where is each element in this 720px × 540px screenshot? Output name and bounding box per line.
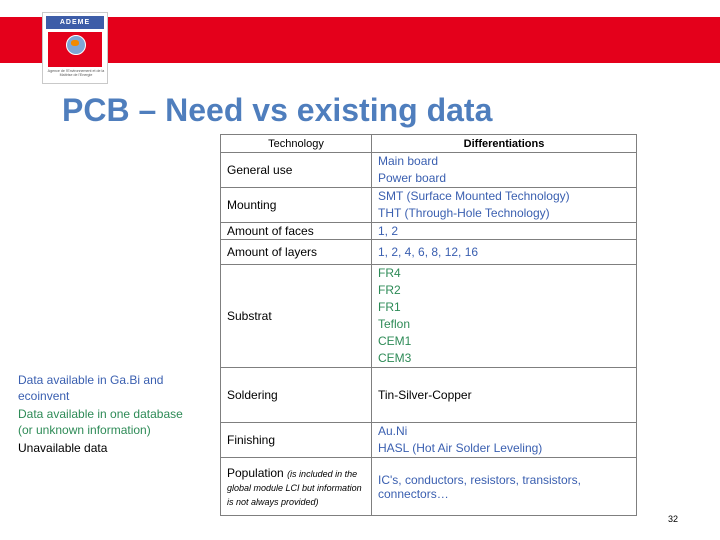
ademe-logo: [42, 12, 108, 84]
value-line: Main board: [378, 154, 439, 168]
row-value: 1, 2, 4, 6, 8, 12, 16: [372, 240, 637, 265]
population-label: Population: [227, 465, 284, 480]
table-row: [221, 368, 637, 423]
table-row: [221, 153, 637, 188]
row-values: [372, 265, 637, 368]
value-line: Au.Ni: [378, 424, 408, 438]
row-label: Substrat: [221, 265, 372, 368]
legend-available-gabi: Data available in Ga.Bi and ecoinvent: [18, 373, 164, 403]
value-line: Teflon: [378, 317, 411, 331]
value-line: CEM1: [378, 334, 412, 348]
row-label: Amount of layers: [221, 240, 372, 265]
slide-title: PCB – Need vs existing data: [62, 92, 493, 128]
table-row: [221, 188, 637, 223]
row-label: Amount of faces: [221, 223, 372, 240]
row-label: [221, 458, 372, 516]
value-line: CEM3: [378, 351, 412, 365]
legend-available-one: Data available in one database (or unknown information): [18, 407, 183, 437]
logo-wordmark: ADEME: [46, 16, 104, 29]
value-line: FR1: [378, 300, 401, 314]
row-values: [372, 188, 637, 223]
row-value: 1, 2: [372, 223, 637, 240]
header-differentiations: Differentiations: [372, 135, 637, 153]
value-line: Power board: [378, 171, 447, 185]
pcb-data-table: [220, 134, 637, 516]
row-label: Finishing: [221, 423, 372, 458]
legend-unavailable: Unavailable data: [18, 441, 108, 455]
top-red-bar: [0, 17, 720, 63]
value-line: SMT (Surface Mounted Technology): [378, 189, 570, 203]
table-row: [221, 458, 637, 516]
logo-red-square: [48, 32, 102, 67]
row-label: General use: [221, 153, 372, 188]
row-label: Mounting: [221, 188, 372, 223]
page-number: 32: [667, 514, 678, 524]
table-header-row: [221, 135, 637, 153]
header-technology: Technology: [221, 135, 372, 153]
row-label: Soldering: [221, 368, 372, 423]
value-line: THT (Through-Hole Technology): [378, 206, 550, 220]
row-values: [372, 423, 637, 458]
color-legend: [18, 372, 198, 458]
row-values: [372, 153, 637, 188]
table-row: [221, 423, 637, 458]
logo-caption: Agence de l'Environnement et de la Maîtrise de l'Energie: [47, 69, 105, 78]
value-line: HASL (Hot Air Solder Leveling): [378, 441, 543, 455]
value-line: FR4: [378, 266, 401, 280]
table-row: [221, 223, 637, 240]
population-note: (is included in the global module LCI but information is not always provided): [227, 468, 362, 507]
table-row: [221, 265, 637, 368]
row-value: Tin-Silver-Copper: [372, 368, 637, 423]
table-row: [221, 240, 637, 265]
row-value: IC's, conductors, resistors, transistors, connectors…: [372, 458, 637, 516]
value-line: FR2: [378, 283, 401, 297]
globe-icon: [66, 35, 86, 55]
